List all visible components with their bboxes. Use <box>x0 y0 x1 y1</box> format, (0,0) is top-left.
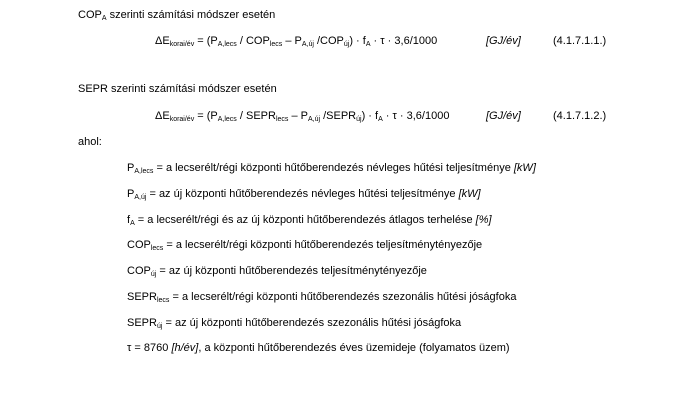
definition-item <box>127 318 461 330</box>
eq-sub: A,új <box>301 41 314 48</box>
def-symbol: SEPR <box>127 291 157 303</box>
def-text: = a lecserélt/régi és az új központi hűtőberendezés átlagos terhelése <box>134 214 476 226</box>
eq-sub: A,lecs <box>217 41 237 48</box>
def-subscript: A,új <box>134 194 147 201</box>
eq-part: = (P <box>194 110 218 122</box>
eq-part: · τ · 3,6/1000 <box>382 110 450 122</box>
def-subscript: új <box>156 323 163 330</box>
eq-sub: A,lecs <box>217 116 237 123</box>
eq-part: /SEPR <box>320 110 357 122</box>
definition-item <box>127 163 536 175</box>
eq-part: – P <box>282 35 302 47</box>
def-unit: [h/év] <box>171 342 199 354</box>
def-text: = 8760 <box>131 342 172 354</box>
eq-part: ) · f <box>349 35 366 47</box>
def-unit: [kW] <box>458 188 481 200</box>
eq-sub: lecs <box>275 116 289 123</box>
eq-sub: korai/év <box>169 41 195 48</box>
equation-cop-unit: [GJ/év] <box>486 35 521 47</box>
eq-part: ) · f <box>361 110 379 122</box>
def-subscript: A <box>130 220 135 227</box>
def-symbol: τ <box>127 342 132 354</box>
equation-sepr <box>155 111 449 123</box>
def-subscript: lecs <box>156 297 170 304</box>
heading-symbol: COP <box>78 9 102 21</box>
eq-part: = (P <box>194 35 218 47</box>
eq-part: – P <box>288 110 308 122</box>
def-text: = a lecserélt/régi központi hűtőberendezés teljesítménytényezője <box>163 239 483 251</box>
eq-delta: ΔE <box>155 35 170 47</box>
definition-item <box>127 240 482 252</box>
def-symbol: COP <box>127 239 151 251</box>
def-text: = az új központi hűtőberendezés teljesítménytényezője <box>156 265 427 277</box>
eq-sub: korai/év <box>169 116 195 123</box>
definition-item <box>127 343 510 354</box>
eq-sub: új <box>356 116 362 123</box>
def-symbol: COP <box>127 265 151 277</box>
eq-part: / SEPR <box>236 110 276 122</box>
eq-sub: új <box>343 41 350 48</box>
def-subscript: lecs <box>150 245 164 252</box>
eq-sub: A <box>378 116 383 123</box>
heading-text: szerinti számítási módszer esetén <box>106 9 276 21</box>
def-subscript: új <box>150 271 157 278</box>
eq-part: / COP <box>236 35 270 47</box>
def-text: , a központi hűtőberendezés éves üzemideje (folyamatos üzem) <box>198 342 510 354</box>
eq-delta: ΔE <box>155 110 170 122</box>
definition-item <box>127 266 427 278</box>
equation-cop <box>155 36 437 48</box>
eq-part: /COP <box>313 35 344 47</box>
eq-sub: lecs <box>269 41 283 48</box>
definition-item <box>127 292 516 304</box>
def-unit: [%] <box>475 214 492 226</box>
equation-cop-number: (4.1.7.1.1.) <box>553 35 607 47</box>
equation-sepr-unit: [GJ/év] <box>486 110 521 122</box>
def-unit: [kW] <box>513 162 536 174</box>
equation-sepr-number: (4.1.7.1.2.) <box>553 110 607 122</box>
definition-item <box>127 189 481 201</box>
def-text: = az új központi hűtőberendezés szezonális hűtési jóságfoka <box>162 317 462 329</box>
heading-subscript: A <box>101 15 107 22</box>
def-text: = az új központi hűtőberendezés névleges hűtési teljesítménye <box>146 188 459 200</box>
where-label: ahol: <box>78 136 102 148</box>
definition-item <box>127 215 492 227</box>
def-text: = a lecserélt/régi központi hűtőberendezés szezonális hűtési jóságfoka <box>169 291 517 303</box>
sepr-method-heading: SEPR szerinti számítási módszer esetén <box>78 83 277 95</box>
eq-sub: A <box>365 41 371 48</box>
def-subscript: A,lecs <box>134 168 154 175</box>
def-symbol: SEPR <box>127 317 157 329</box>
cop-method-heading <box>78 10 275 22</box>
def-symbol: P <box>127 188 135 200</box>
def-symbol: P <box>127 162 135 174</box>
eq-part: · τ · 3,6/1000 <box>370 35 438 47</box>
eq-sub: A,új <box>307 116 321 123</box>
def-symbol: f <box>127 214 131 226</box>
def-text: = a lecserélt/régi központi hűtőberendezés névleges hűtési teljesítménye <box>153 162 514 174</box>
